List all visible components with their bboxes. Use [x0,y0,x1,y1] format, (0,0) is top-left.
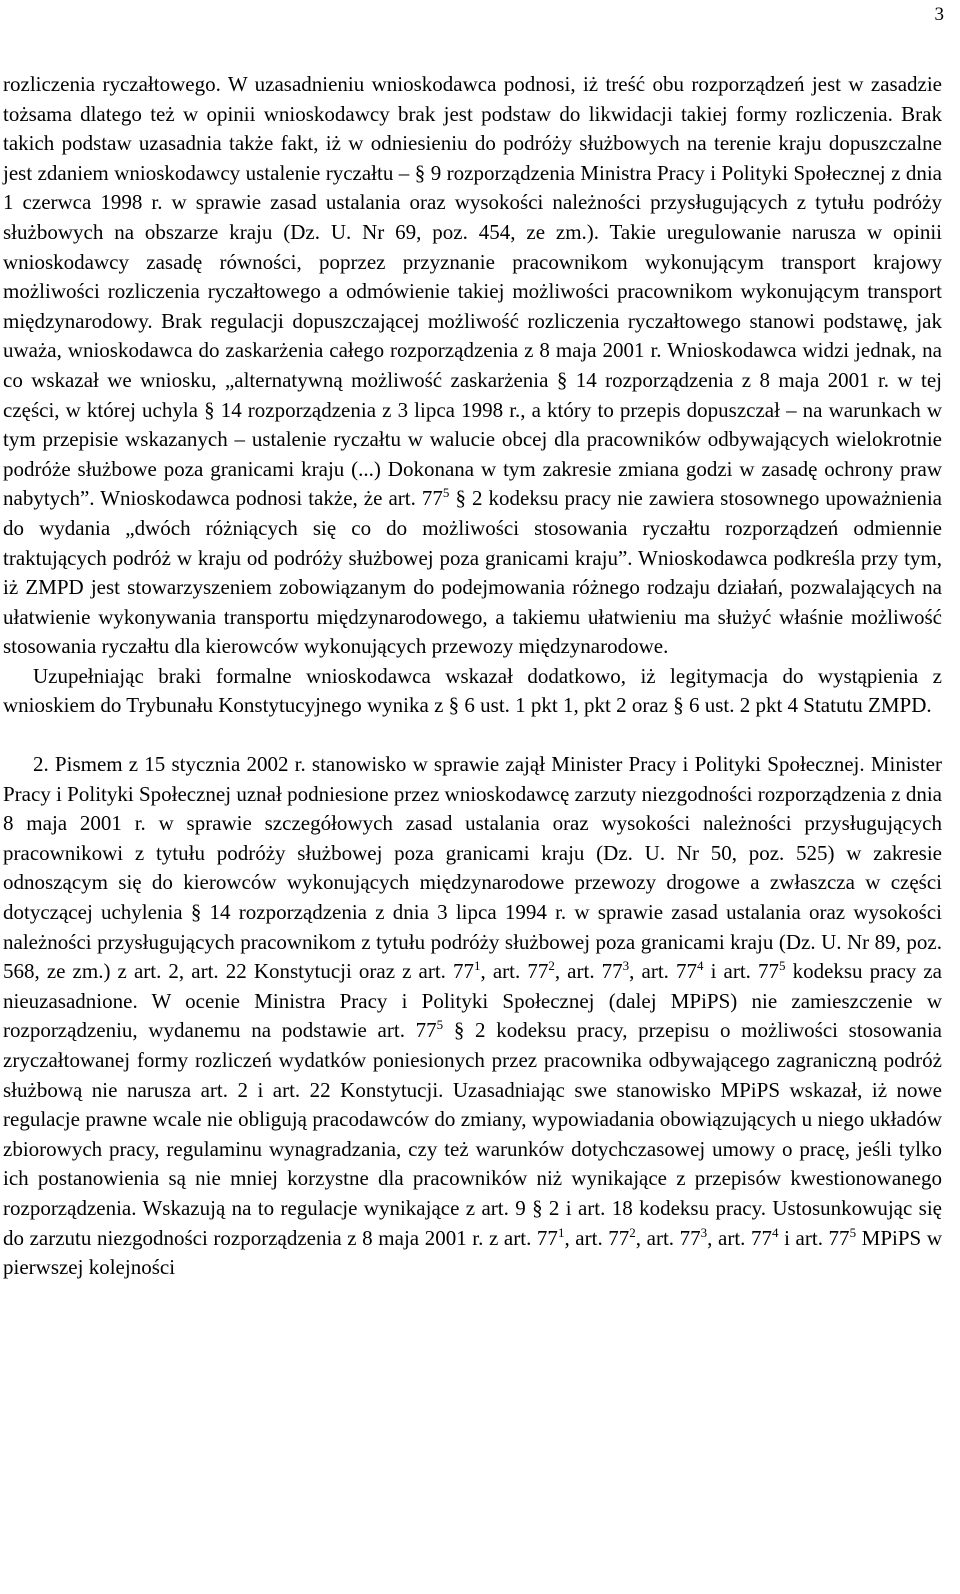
superscript: 5 [778,958,786,974]
text-run: MPiPS w pierwszej kolejności [3,1225,942,1280]
paragraph-p1 [3,70,942,662]
text-run: , art. 77 [480,959,549,984]
superscript: 5 [436,1017,444,1033]
text-run: § 2 kodeksu pracy nie zawiera stosownego upoważnienia do wydania „dwóch różniących się co do możliwości stosowania ryczałtu rozporządzeń odmiennie traktujących podróż w kraju od podróży służbowej poza granicami kraju”. Wnioskodawca podkreśla przy tym, iż ZMPD jest stowarzyszeniem zobowiązanym do podejmowania różnego rodzaju działań, pozwalających na ułatwienie wykonywania transportu międzynarodowego, a takiemu ułatwieniu ma służyć właśnie możliwość stosowania ryczałtu dla kierowców wykonujących przewozy międzynarodowe. [3,486,942,659]
text-run: i art. 77 [703,959,779,984]
paragraph-spacer [3,721,942,750]
superscript: 5 [442,485,450,501]
superscript: 4 [697,958,704,974]
page-number: 3 [934,4,944,25]
paragraph-p3 [3,750,942,1283]
superscript: 4 [772,1224,779,1240]
text-run: , art. 77 [707,1225,773,1250]
document-body [3,70,942,1283]
paragraph-p2 [3,662,942,721]
superscript: 1 [474,958,481,974]
text-run: i art. 77 [778,1225,850,1250]
superscript: 5 [849,1224,857,1240]
text-run: , art. 77 [554,959,623,984]
superscript: 3 [622,958,630,974]
text-run: kodeksu pracy za nieuzasadnione. W ocenie Ministra Pracy i Polityki Społecznej (dalej MPiPS) nie zamieszczenie w rozporządzeniu, wydanemu na podstawie art. 77 [3,959,943,1043]
text-run: , art. 77 [629,959,697,984]
superscript: 3 [700,1224,708,1240]
text-run: , art. 77 [635,1225,701,1250]
superscript: 2 [629,1224,636,1240]
superscript: 2 [548,958,555,974]
text-run: , art. 77 [564,1225,630,1250]
text-run: 2. Pismem z 15 stycznia 2002 r. stanowisko w sprawie zajął Minister Pracy i Polityki Społecznej. Minister Pracy i Polityki Społecznej uznał podniesione przez wnioskodawcę zarzuty niezgodności rozporządzenia z dnia 8 maja 2001 r. w sprawie szczegółowych zasad ustalania oraz wysokości należności przysługujących pracownikowi z tytułu podróży służbowej poza granicami kraju (Dz. U. Nr 50, poz. 525) w zakresie odnoszącym się do kierowców wykonujących międzynarodowe przewozy drogowe a zwłaszcza w części dotyczącej uchylenia § 14 rozporządzenia z dnia 3 lipca 1994 r. w sprawie zasad ustalania oraz wysokości należności przysługujących pracownikom z tytułu podróży służbowej poza granicami kraju (Dz. U. Nr 89, poz. 568, ze zm.) z art. 2, art. 22 Konstytucji oraz z art. 77 [3,752,942,984]
text-run: § 2 kodeksu pracy, przepisu o możliwości stosowania zryczałtowanej formy rozliczeń wydatków poniesionych przez pracownika odbywającego zagraniczną podróż służbową nie narusza art. 2 i art. 22 Konstytucji. Uzasadniając swe stanowisko MPiPS wskazał, iż nowe regulacje prawne wcale nie obligują pracodawców do zmiany, wypowiadania obowiązujących u niego układów zbiorowych pracy, regulaminu wynagradzania, czy też warunków dotychczasowej umowy o pracę, jeśli tylko ich postanowienia są nie mniej korzystne dla pracowników niż wynikające z przepisów kwestionowanego rozporządzenia. Wskazują na to regulacje wynikające z art. 9 § 2 i art. 18 kodeksu pracy. Ustosunkowując się do zarzutu niezgodności rozporządzenia z 8 maja 2001 r. z art. 77 [3,1018,942,1250]
text-run: rozliczenia ryczałtowego. W uzasadnieniu wnioskodawca podnosi, iż treść obu rozporządzeń jest w zasadzie tożsama dlatego też w opinii wnioskodawcy brak jest podstaw do likwidacji takiej formy rozliczenia. Brak takich podstaw uzasadnia także fakt, iż w odniesieniu do podróży służbowych na terenie kraju dopuszczalne jest zdaniem wnioskodawcy ustalenie ryczałtu – § 9 rozporządzenia Ministra Pracy i Polityki Społecznej z dnia 1 czerwca 1998 r. w sprawie zasad ustalania oraz wysokości należności przysługujących z tytułu podróży służbowych na obszarze kraju (Dz. U. Nr 69, poz. 454, ze zm.). Takie uregulowanie narusza w opinii wnioskodawcy zasadę równości, poprzez przyznanie pracownikom wykonującym transport krajowy możliwości rozliczenia ryczałtowego a odmówienie takiej możliwości pracownikom wykonującym transport międzynarodowy. Brak regulacji dopuszczającej możliwość rozliczenia ryczałtowego stanowi podstawę, jak uważa, wnioskodawca do zaskarżenia całego rozporządzenia z 8 maja 2001 r. Wnioskodawca widzi jednak, na co wskazał we wniosku, „alternatywną możliwość zaskarżenia § 14 rozporządzenia z 8 maja 2001 r. w tej części, w której uchyla § 14 rozporządzenia z 3 lipca 1998 r., a który to przepis dopuszczał – na warunkach w tym przepisie wskazanych – ustalenie ryczałtu w walucie obcej dla pracowników odbywających wielokrotnie podróże służbowe poza granicami kraju (...) Dokonana w tym zakresie zmiana godzi w zasadę ochrony praw nabytych”. Wnioskodawca podnosi także, że art. 77 [3,72,942,511]
text-run: Uzupełniając braki formalne wnioskodawca wskazał dodatkowo, iż legitymacja do wystąpienia z wnioskiem do Trybunału Konstytucyjnego wynika z § 6 ust. 1 pkt 1, pkt 2 oraz § 6 ust. 2 pkt 4 Statutu ZMPD. [3,663,942,718]
superscript: 1 [557,1224,565,1240]
